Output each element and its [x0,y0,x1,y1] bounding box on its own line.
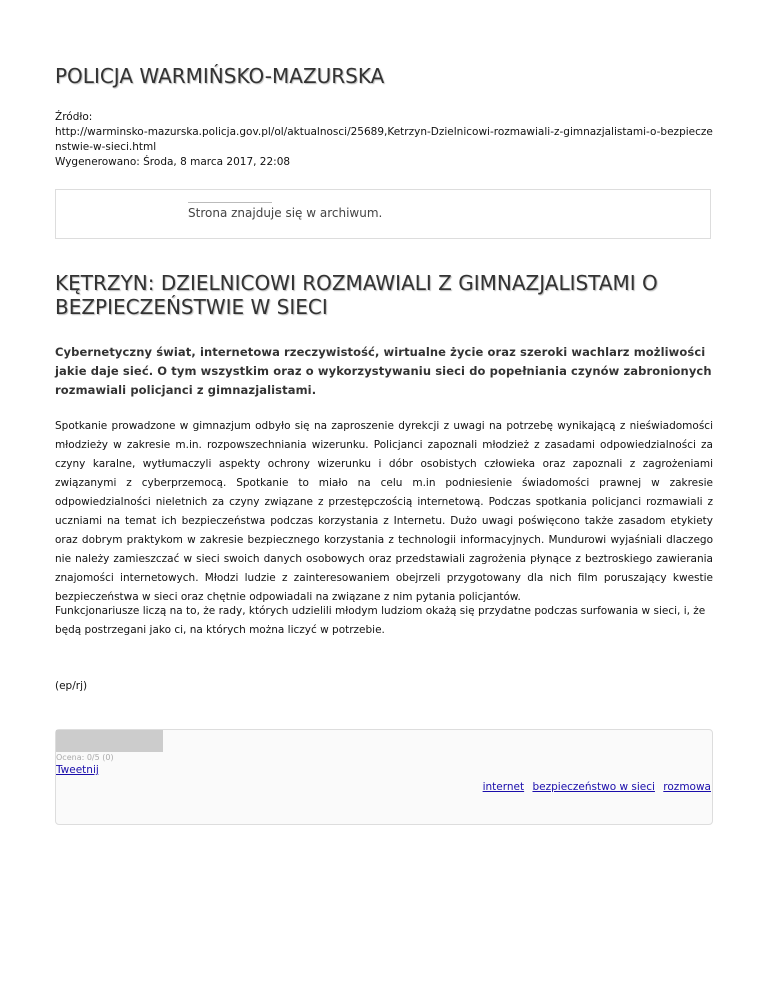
generated-date: Wygenerowano: Środa, 8 marca 2017, 22:08 [55,156,291,168]
article-paragraph-1: Spotkanie prowadzone w gimnazjum odbyło się na zaproszenie dyrekcji z uwagi na potrzebę wynikającą z nieświadomości młodzieży w zakresie m.in. rozpowszechniania wizerunku. Policjanci zapoznali młodzież z zasadami odpowiedzialności za czyny karalne, wytłumaczyli aspekty ochrony wizerunku i dóbr osobistych człowieka oraz zapoznali z zagrożeniami związanymi z cyberprzemocą. Spotkanie to miało na celu m.in podniesienie świadomości prawnej w zakresie odpowiedzialności nieletnich za czyny związane z przestępczością internetową. Podczas spotkania policjanci rozmawiali z uczniami na temat ich bezpieczeństwa podczas korzystania z Internetu. Dużo uwagi poświęcono także zasadom etykiety oraz dobrym praktykom w zakresie bezpiecznego korzystania z technologii informacyjnych. Mundurowi wyjaśniali dlaczego nie należy zamieszczać w sieci swoich danych osobowych oraz przedstawiali zagrożenia płynące z beztroskiego zawierania znajomości internetowych. Młodzi ludzie z zainteresowaniem obejrzeli przygotowany dla nich film poruszający kwestie bezpieczeństwa w sieci oraz chętnie odpowiadali na związane z nim pytania policjantów. [55,420,713,603]
archive-divider [188,202,272,203]
site-title: POLICJA WARMIŃSKO-MAZURSKA [55,64,385,88]
article-signature: (ep/rj) [55,680,88,692]
source-label: Źródło: [55,111,93,123]
tag-list [478,781,711,793]
rating-text: Ocena: 0/5 (0) [56,753,114,762]
archive-notice [55,189,711,239]
archive-notice-text: Strona znajduje się w archiwum. [188,206,383,220]
article-lead: Cybernetyczny świat, internetowa rzeczywistość, wirtualne życie oraz szeroki wachlarz możliwości jakie daje sieć. O tym wszystkim oraz o wykorzystywaniu sieci do popełniania czynów zabronionych rozmawiali policjanci z gimnazjalistami. [55,345,712,397]
tag-link-rozmowa[interactable]: rozmowa [663,781,711,793]
article-title: KĘTRZYN: DZIELNICOWI ROZMAWIALI Z GIMNAZJALISTAMI O BEZPIECZEŃSTWIE W SIECI [55,271,658,319]
source-meta [55,110,715,170]
rating-stars[interactable] [56,730,163,752]
tag-link-bezpieczenstwo[interactable]: bezpieczeństwo w sieci [532,781,655,793]
article-paragraph-2: Funkcjonariusze liczą na to, że rady, których udzielili młodym ludziom okażą się przydatne podczas surfowania w sieci, i, że będą postrzegani jako ci, na których można liczyć w potrzebie. [55,605,706,636]
tag-link-internet[interactable]: internet [482,781,525,793]
source-url-line-1: http://warminsko-mazurska.policja.gov.pl/ol/aktualnosci/25689,Ketrzyn-Dzielnicowi-rozmawiali-z-gimnazjalistami-o-bezpiecze [55,126,713,138]
article-footer [55,729,713,825]
tweet-button[interactable]: Tweetnij [56,764,99,776]
source-url-line-2: nstwie-w-sieci.html [55,141,157,153]
